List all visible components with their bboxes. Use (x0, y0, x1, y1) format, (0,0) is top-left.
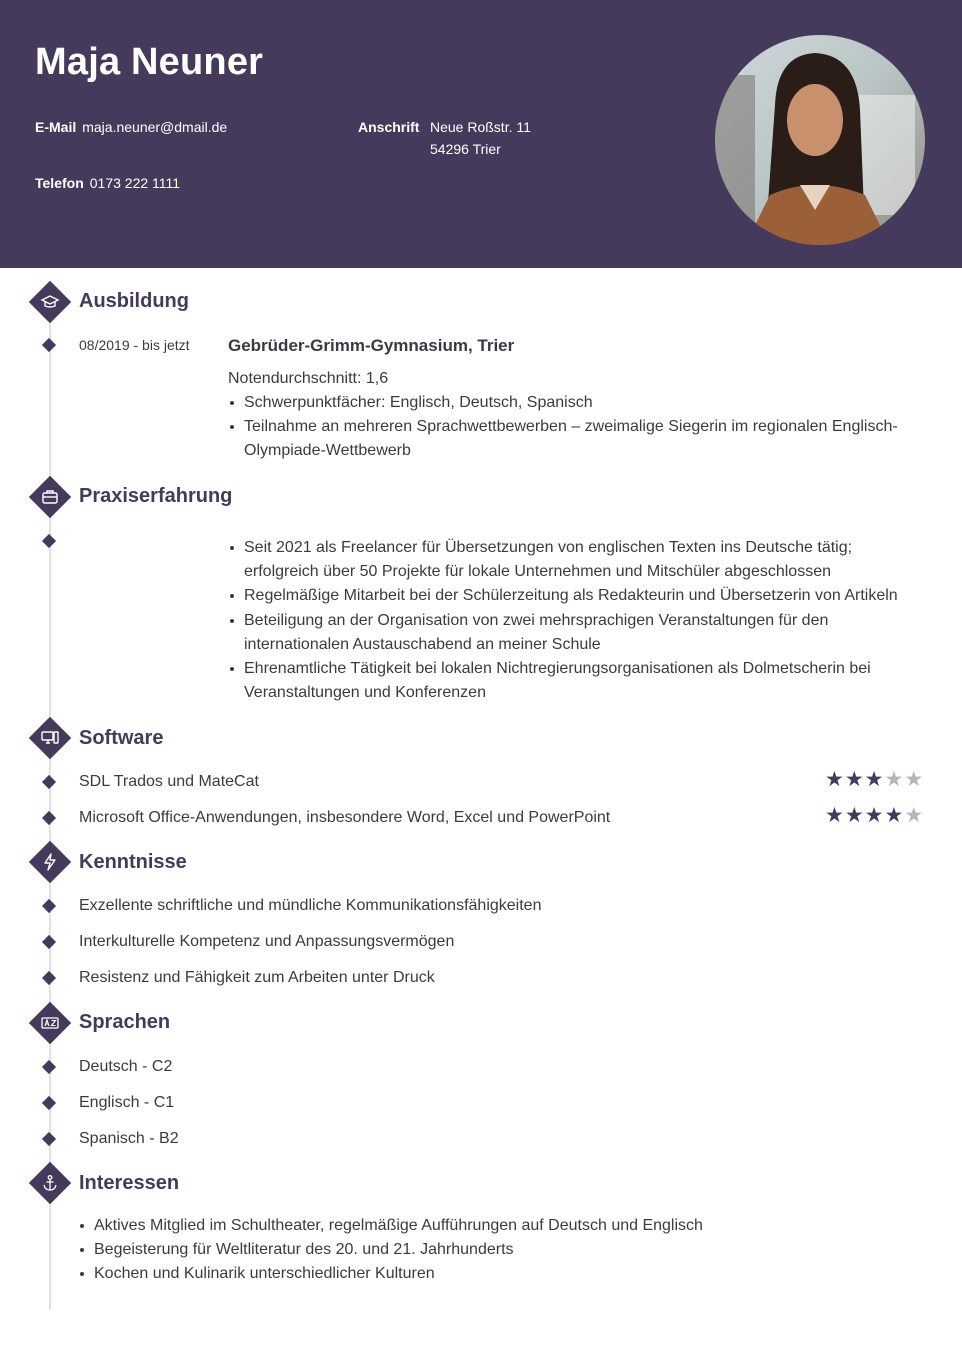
education-school: Gebrüder-Grimm-Gymnasium, Trier (228, 336, 515, 355)
timeline-dot (42, 971, 56, 985)
list-item: Seit 2021 als Freelancer für Übersetzungen von englischen Texten ins Deutsche tätig; erfolgreich über 50 Projekte für lokale Unternehmen und Mitschüler abgeschlossen (228, 536, 928, 584)
experience-title: Praxiserfahrung (79, 485, 233, 507)
graduation-cap-icon (40, 292, 60, 312)
education-date: 08/2019 - bis jetzt (79, 337, 190, 353)
education-grade: Notendurchschnitt: 1,6 (228, 370, 389, 387)
star-filled-icon: ★ (884, 804, 905, 827)
list-item: Beteiligung an der Organisation von zwei mehrsprachigen Veranstaltungen für den internationalen Austauschabend an meiner Schule (228, 609, 928, 657)
skills-section-icon (34, 846, 66, 878)
experience-section-icon (34, 481, 66, 513)
anchor-icon (40, 1173, 60, 1193)
candidate-name: Maja Neuner (35, 41, 264, 83)
software-section-icon (34, 722, 66, 754)
star-filled-icon: ★ (844, 768, 865, 791)
lightning-icon (40, 852, 60, 872)
star-empty-icon: ★ (884, 768, 905, 791)
software-title: Software (79, 727, 164, 749)
star-filled-icon: ★ (864, 804, 885, 827)
list-item: Begeisterung für Weltliteratur des 20. und 21. Jahrhunderts (78, 1238, 938, 1262)
timeline-dot (42, 899, 56, 913)
timeline-dot (42, 1060, 56, 1074)
list-item: Ehrenamtliche Tätigkeit bei lokalen Nichtregierungsorganisationen als Dolmetscherin bei Veranstaltungen und Konferenzen (228, 657, 928, 705)
resume-header (0, 0, 962, 268)
interests-title: Interessen (79, 1172, 180, 1194)
education-section-icon (34, 286, 66, 318)
list-item: Exzellente schriftliche und mündliche Kommunikationsfähigkeiten (79, 897, 542, 914)
address-block (430, 116, 531, 160)
email-label: E-Mail (35, 119, 77, 135)
star-filled-icon: ★ (864, 768, 885, 791)
rating-stars (825, 768, 924, 792)
software-item-name: Microsoft Office-Anwendungen, insbesondere Word, Excel und PowerPoint (79, 809, 611, 826)
list-item: Interkulturelle Kompetenz und Anpassungsvermögen (79, 933, 455, 950)
profile-photo (715, 35, 925, 245)
phone-label: Telefon (35, 175, 84, 191)
education-bullets (228, 391, 928, 464)
education-title: Ausbildung (79, 290, 189, 312)
languages-title: Sprachen (79, 1011, 171, 1033)
address-line2: 54296 Trier (430, 141, 501, 157)
software-item-name: SDL Trados und MateCat (79, 773, 259, 790)
list-item: Spanisch - B2 (79, 1130, 179, 1147)
briefcase-icon (40, 487, 60, 507)
timeline-dot (42, 1096, 56, 1110)
star-empty-icon: ★ (904, 804, 925, 827)
timeline-dot (42, 1132, 56, 1146)
star-empty-icon: ★ (904, 768, 925, 791)
timeline-dot (42, 775, 56, 789)
list-item: Deutsch - C2 (79, 1058, 173, 1075)
star-filled-icon: ★ (825, 804, 845, 827)
star-filled-icon: ★ (844, 804, 865, 827)
computer-icon (40, 728, 60, 748)
list-item: Regelmäßige Mitarbeit bei der Schülerzeitung als Redakteurin und Übersetzerin von Artikeln (228, 584, 928, 608)
skills-title: Kenntnisse (79, 851, 187, 873)
list-item: Kochen und Kulinarik unterschiedlicher Kulturen (78, 1262, 938, 1286)
phone-row (35, 172, 180, 194)
experience-bullets (228, 536, 928, 705)
list-item: Aktives Mitglied im Schultheater, regelmäßige Aufführungen auf Deutsch und Englisch (78, 1214, 938, 1238)
list-item: Teilnahme an mehreren Sprachwettbewerben – zweimalige Siegerin im regionalen Englisch-Olympiade-Wettbewerb (228, 415, 928, 463)
rating-stars (825, 804, 924, 828)
list-item: Englisch - C1 (79, 1094, 175, 1111)
interests-section-icon (34, 1167, 66, 1199)
timeline-dot (42, 338, 56, 352)
interests-bullets (78, 1214, 938, 1287)
star-filled-icon: ★ (825, 768, 845, 791)
address-label-block (358, 116, 425, 138)
phone-value: 0173 222 1111 (89, 175, 181, 191)
address-line1: Neue Roßstr. 11 (430, 119, 531, 135)
timeline-dot (42, 534, 56, 548)
timeline-line (49, 300, 51, 1310)
timeline-dot (42, 935, 56, 949)
email-row (35, 116, 227, 138)
email-value[interactable]: maja.neuner@dmail.de (82, 119, 228, 135)
list-item: Resistenz und Fähigkeit zum Arbeiten unter Druck (79, 969, 435, 986)
language-icon (40, 1013, 60, 1033)
list-item: Schwerpunktfächer: Englisch, Deutsch, Spanisch (228, 391, 928, 415)
timeline-dot (42, 811, 56, 825)
languages-section-icon (34, 1007, 66, 1039)
address-label: Anschrift (358, 119, 420, 135)
